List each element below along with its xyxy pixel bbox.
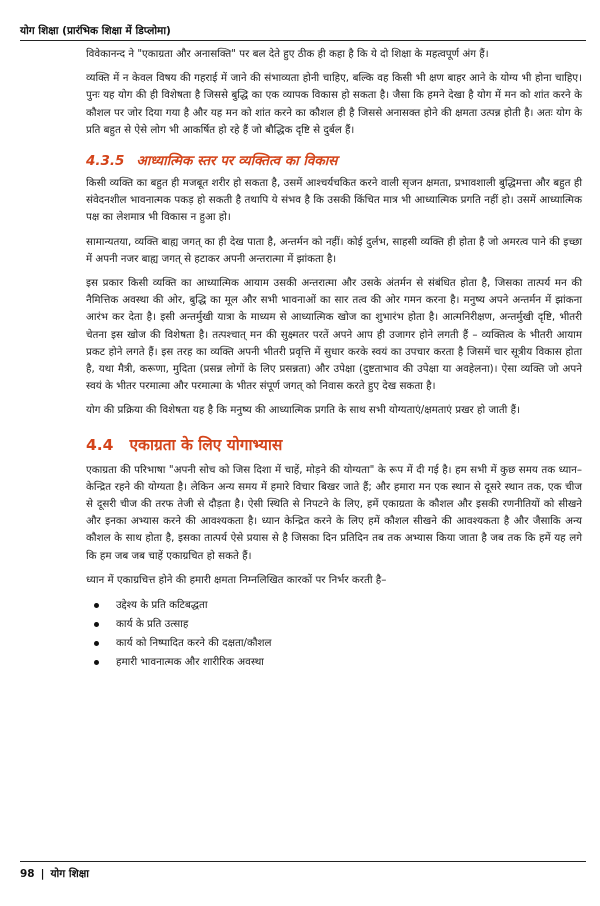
- list-item: [94, 653, 582, 672]
- section-4-3-5-paragraph-2: सामान्यतया, व्यक्ति बाह्य जगत् का ही देख पाता है, अन्तर्मन को नहीं। कोई दुर्लभ, साहसी व्यक्ति ही होता है जो अमरत्व पाने की इच्छा में अपनी नजर बाह्य जगत् से हटाकर अपनी अन्तरात्मा में झांकता है।: [86, 235, 582, 265]
- section-4-3-5-paragraph-4: योग की प्रक्रिया की विशेषता यह है कि मनुष्य की आध्यात्मिक प्रगति के साथ सभी योग्यताएं/क्षमताएं प्रखर हो जाती हैं।: [86, 404, 520, 417]
- bullet-icon: [94, 660, 99, 665]
- page-footer: [20, 867, 89, 881]
- list-item-text: हमारी भावनात्मक और शारीरिक अवस्था: [116, 656, 264, 669]
- page-body: [86, 46, 582, 672]
- list-item: [94, 634, 582, 653]
- bullet-icon: [94, 603, 99, 608]
- section-4-4-paragraph-2: ध्यान में एकाग्रचित्त होने की हमारी क्षमता निम्नलिखित कारकों पर निर्भर करती है–: [86, 573, 387, 586]
- section-heading-4-4: [86, 434, 582, 456]
- section-heading-4-3-5: [86, 151, 582, 171]
- page-number: 98: [20, 868, 35, 880]
- factor-list: [86, 596, 582, 672]
- section-number: 4.3.5: [86, 153, 125, 170]
- list-item: [94, 596, 582, 615]
- section-number: 4.4: [86, 435, 114, 454]
- header-divider: [20, 40, 586, 41]
- list-item: [94, 615, 582, 634]
- bullet-icon: [94, 622, 99, 627]
- list-item-text: उद्देश्य के प्रति कटिबद्धता: [116, 599, 208, 612]
- section-title: एकाग्रता के लिए योगाभ्यास: [129, 435, 283, 454]
- list-item-text: कार्य के प्रति उत्साह: [116, 618, 189, 631]
- section-4-3-5-paragraph-3: इस प्रकार किसी व्यक्ति का आध्यात्मिक आयाम उसकी अन्तरात्मा और उसके अंतर्मन से संबंधित होता है, जिसका तात्पर्य मन की नैमित्तिक अवस्था की ओर, बुद्धि का मूल और सभी भावनाओं का सार तत्व की ओर गमन करना है। मनुष्य अपने अन्तर्मन में झांकना आरंभ कर देता है। इसी अन्तर्मुखी यात्रा के माध्यम से आध्यात्मिक खोज का शुभारंभ होता है। आत्मनिरीक्षण, अन्तर्मुखी दृष्टि, भीतरी चेतना इस खोज की विशेषता है। तत्पश्चात् मन की सुक्ष्मतर परतें अपने आप ही उजागर होने लगती हैं – व्यक्तित्व के भीतरी आयाम प्रकट होने लगते हैं। इस तरह का व्यक्ति अपनी भीतरी प्रवृत्ति में सुधार करके स्वयं का उपचार करता है जिसमें चार सूत्रीय विकास होता है, यथा मैत्री, करूणा, मुदिता (प्रसन्न लोगों के लिए प्रसन्नता) और उपेक्षा (दुष्टताभाव की उपेक्षा या अवहेलना)। ऐसा व्यक्ति जो अपने स्वयं के भीतर परमात्मा और परमात्मा के भीतर संपूर्ण जगत् को निवास करते हुए देख सकता है।: [86, 277, 582, 393]
- running-header: योग शिक्षा (प्रारंभिक शिक्षा में डिप्लोमा): [20, 25, 171, 37]
- list-item-text: कार्य को निष्पादित करने की दक्षता/कौशल: [116, 637, 272, 650]
- section-4-4-paragraph-1: एकाग्रता की परिभाषा "अपनी सोच को जिस दिशा में चाहें, मोड़ने की योग्यता" के रूप में दी गई है। हम सभी में कुछ समय तक ध्यान–केन्द्रित रहने की योग्यता है। लेकिन अन्य समय में हमारे विचार बिखर जाते हैं; और हमारा मन एक स्थान से दूसरे स्थान तक, एक चीज से दूसरी चीज की तरफ तेजी से दौड़ता है। ऐसी स्थिति से निपटने के लिए, हमें एकाग्रता के कौशल और इसकी रणनीतियों को सीखने और इनका अभ्यास करने की आवश्यकता है। ध्यान केन्द्रित करने के लिए हमें कौशल सीखने की आवश्यकता है और जैसाकि अन्य कौशल के साथ होता है, इसका तात्पर्य ऐसे प्रयास से है जिसका दिन प्रतिदिन तब तक अभ्यास किया जाता है जब तक कि हमें यह लगे कि हम जब जब चाहें एकाग्रचित हो सकते हैं।: [86, 463, 582, 562]
- footer-divider: [20, 861, 586, 862]
- bullet-icon: [94, 641, 99, 646]
- footer-book-title: योग शिक्षा: [50, 868, 89, 880]
- intro-paragraph-2: व्यक्ति में न केवल विषय की गहराई में जाने की संभाव्यता होनी चाहिए, बल्कि वह किसी भी क्षण बाहर आने के योग्य भी होना चाहिए। पुनः यह योग की ही विशेषता है जिससे बुद्धि का एक व्यापक विकास हो सकता है। जैसा कि हमने देखा है योग में मन को शांत करने के कौशल पर जोर दिया गया है और यह मन को शांत करने का कौशल ही है जिससे अनासक्त होने की क्षमता उत्पन्न होती है। अतः योग के प्रति बहुत से ऐसे लोग भी आकर्षित हो रहे हैं जो बौद्धिक दृष्टि से दुर्बल हैं।: [86, 72, 582, 136]
- footer-separator: |: [40, 868, 45, 880]
- section-4-3-5-paragraph-1: किसी व्यक्ति का बहुत ही मजबूत शरीर हो सकता है, उसमें आश्चर्यचकित करने वाली सृजन क्षमता, प्रभावशाली बुद्धिमत्ता और बहुत ही संवेदनशील भावनात्मक पकड़ हो सकती है तथापि ये संभव है कि उसकी किंचित मात्र भी आध्यात्मिक प्रगति नहीं हो। उसमें आध्यात्मिक पक्ष का लेशमात्र भी विकास न हुआ हो।: [86, 177, 582, 224]
- section-title: आध्यात्मिक स्तर पर व्यक्तित्व का विकास: [136, 153, 338, 170]
- intro-paragraph-1: विवेकानन्द ने "एकाग्रता और अनासक्ति" पर बल देते हुए ठीक ही कहा है कि ये दो शिक्षा के महत्वपूर्ण अंग हैं।: [86, 48, 489, 60]
